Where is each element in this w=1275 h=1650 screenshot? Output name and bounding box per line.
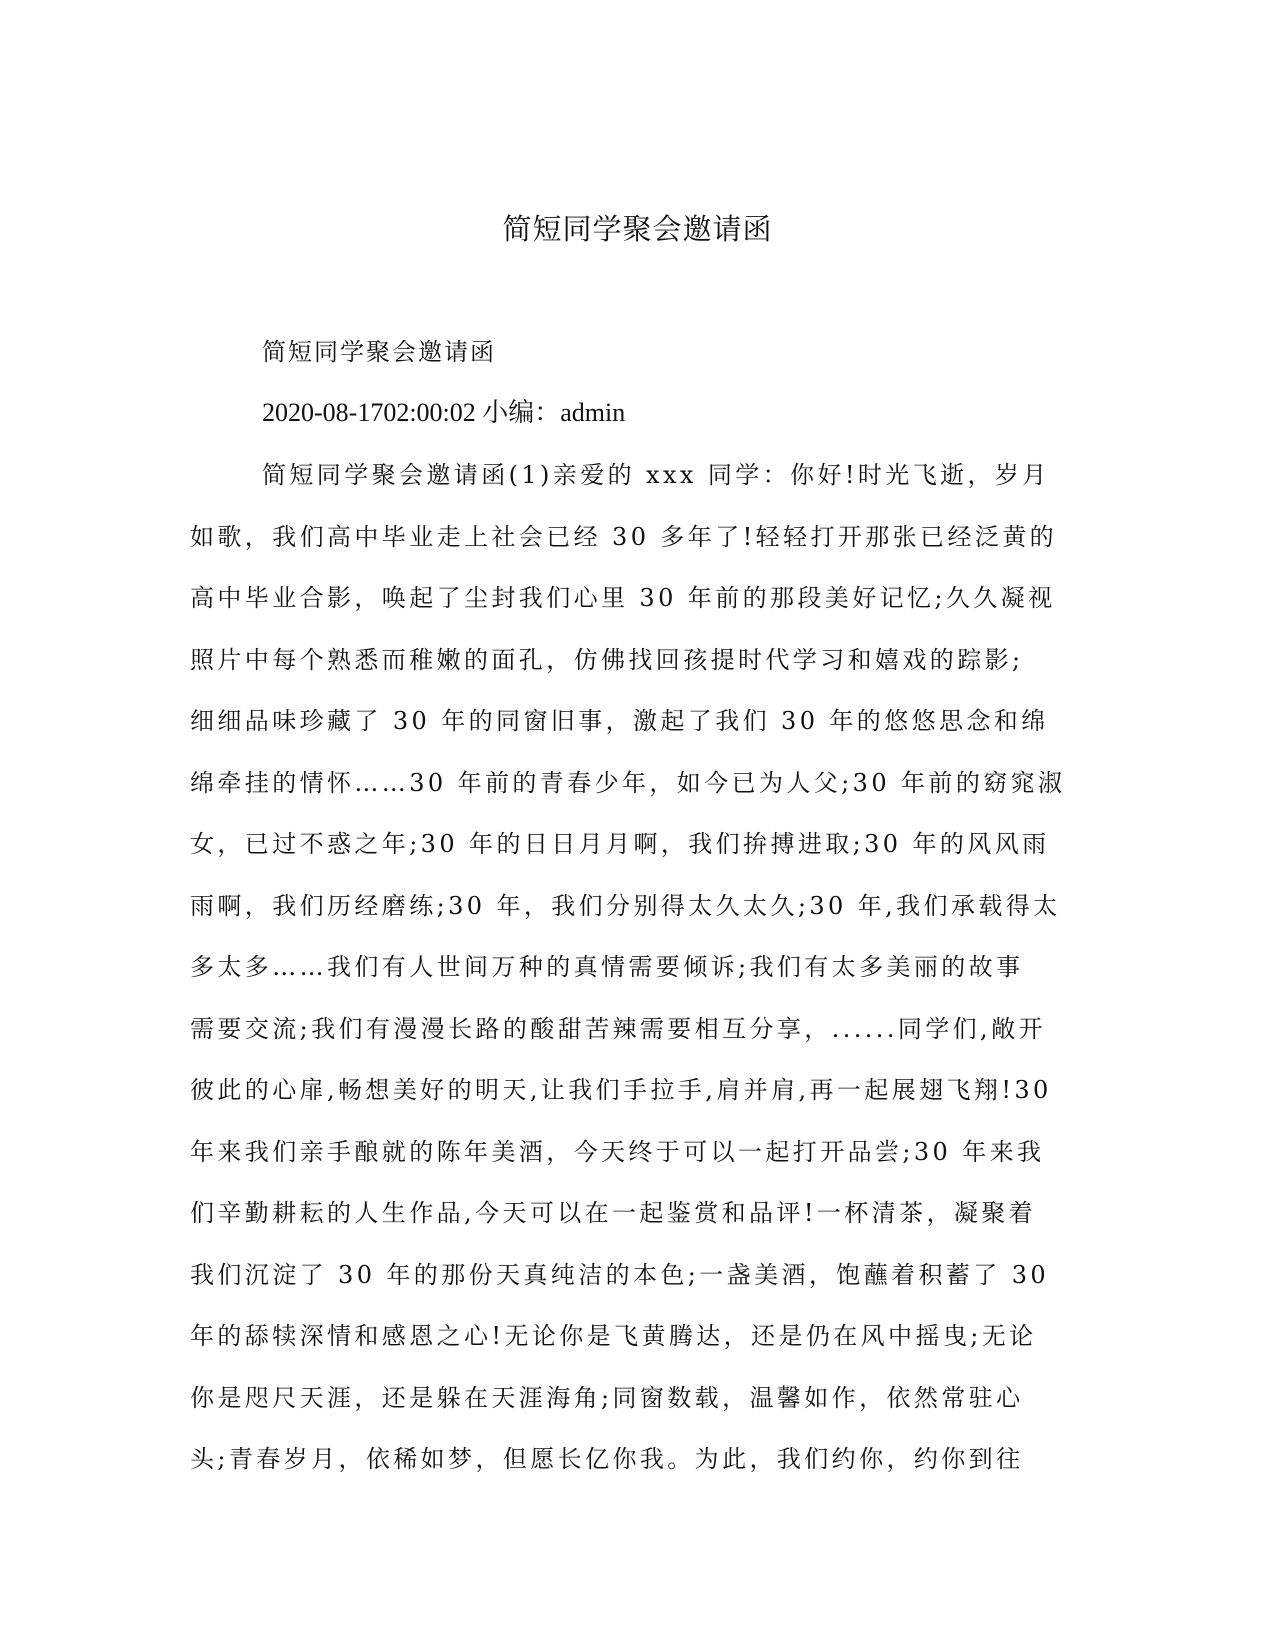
body-line: 多太多……我们有人世间万种的真情需要倾诉;我们有太多美丽的故事	[190, 953, 1024, 981]
body-line: 如歌，我们高中毕业走上社会已经 30 多年了!轻轻打开那张已经泛黄的	[190, 522, 1058, 551]
body-line: 照片中每个熟悉而稚嫩的面孔，仿佛找回孩提时代学习和嬉戏的踪影;	[190, 645, 1024, 674]
body-line: 简短同学聚会邀请函(1)亲爱的 xxx 同学：你好!时光飞逝，岁月	[262, 461, 1050, 489]
body-line: 细细品味珍藏了 30 年的同窗旧事，激起了我们 30 年的悠悠思念和绵	[190, 707, 1049, 735]
document-body	[190, 458, 1090, 1504]
body-line: 我们沉淀了 30 年的那份天真纯洁的本色;一盏美酒，饱蘸着积蓄了 30	[190, 1260, 1050, 1289]
body-line: 们辛勤耕耘的人生作品,今天可以在一起鉴赏和品评!一杯清茶，凝聚着	[190, 1199, 1037, 1227]
document-title: 简短同学聚会邀请函	[502, 212, 773, 246]
document-subtitle: 简短同学聚会邀请函	[262, 338, 496, 366]
body-line: 头;青春岁月，依稀如梦，但愿长亿你我。为此，我们约你，约你到往	[190, 1445, 1024, 1473]
body-line: 彼此的心扉,畅想美好的明天,让我们手拉手,肩并肩,再一起展翅飞翔!30	[190, 1076, 1052, 1104]
body-line: 年的舔犊深情和感恩之心!无论你是飞黄腾达，还是仍在风中摇曳;无论	[190, 1322, 1037, 1350]
body-line: 高中毕业合影，唤起了尘封我们心里 30 年前的那段美好记忆;久久凝视	[190, 584, 1056, 612]
body-line: 绵牵挂的情怀……30 年前的青春少年，如今已为人父;30 年前的窈窕淑	[190, 768, 1066, 797]
body-line: 你是咫尺天涯，还是躲在天涯海角;同窗数载，温馨如作，依然常驻心	[190, 1383, 1024, 1412]
body-line: 女，已过不惑之年;30 年的日日月月啊，我们拚搏进取;30 年的风风雨	[190, 830, 1050, 858]
body-line: 年来我们亲手酿就的陈年美酒，今天终于可以一起打开品尝;30 年来我	[190, 1137, 1045, 1166]
document-meta: 2020-08-1702:00:02 小编：admin	[262, 398, 626, 427]
body-line: 需要交流;我们有漫漫长路的酸甜苦辣需要相互分享，......同学们,敞开	[190, 1014, 1046, 1043]
body-line: 雨啊，我们历经磨练;30 年，我们分别得太久太久;30 年,我们承载得太	[190, 891, 1061, 920]
